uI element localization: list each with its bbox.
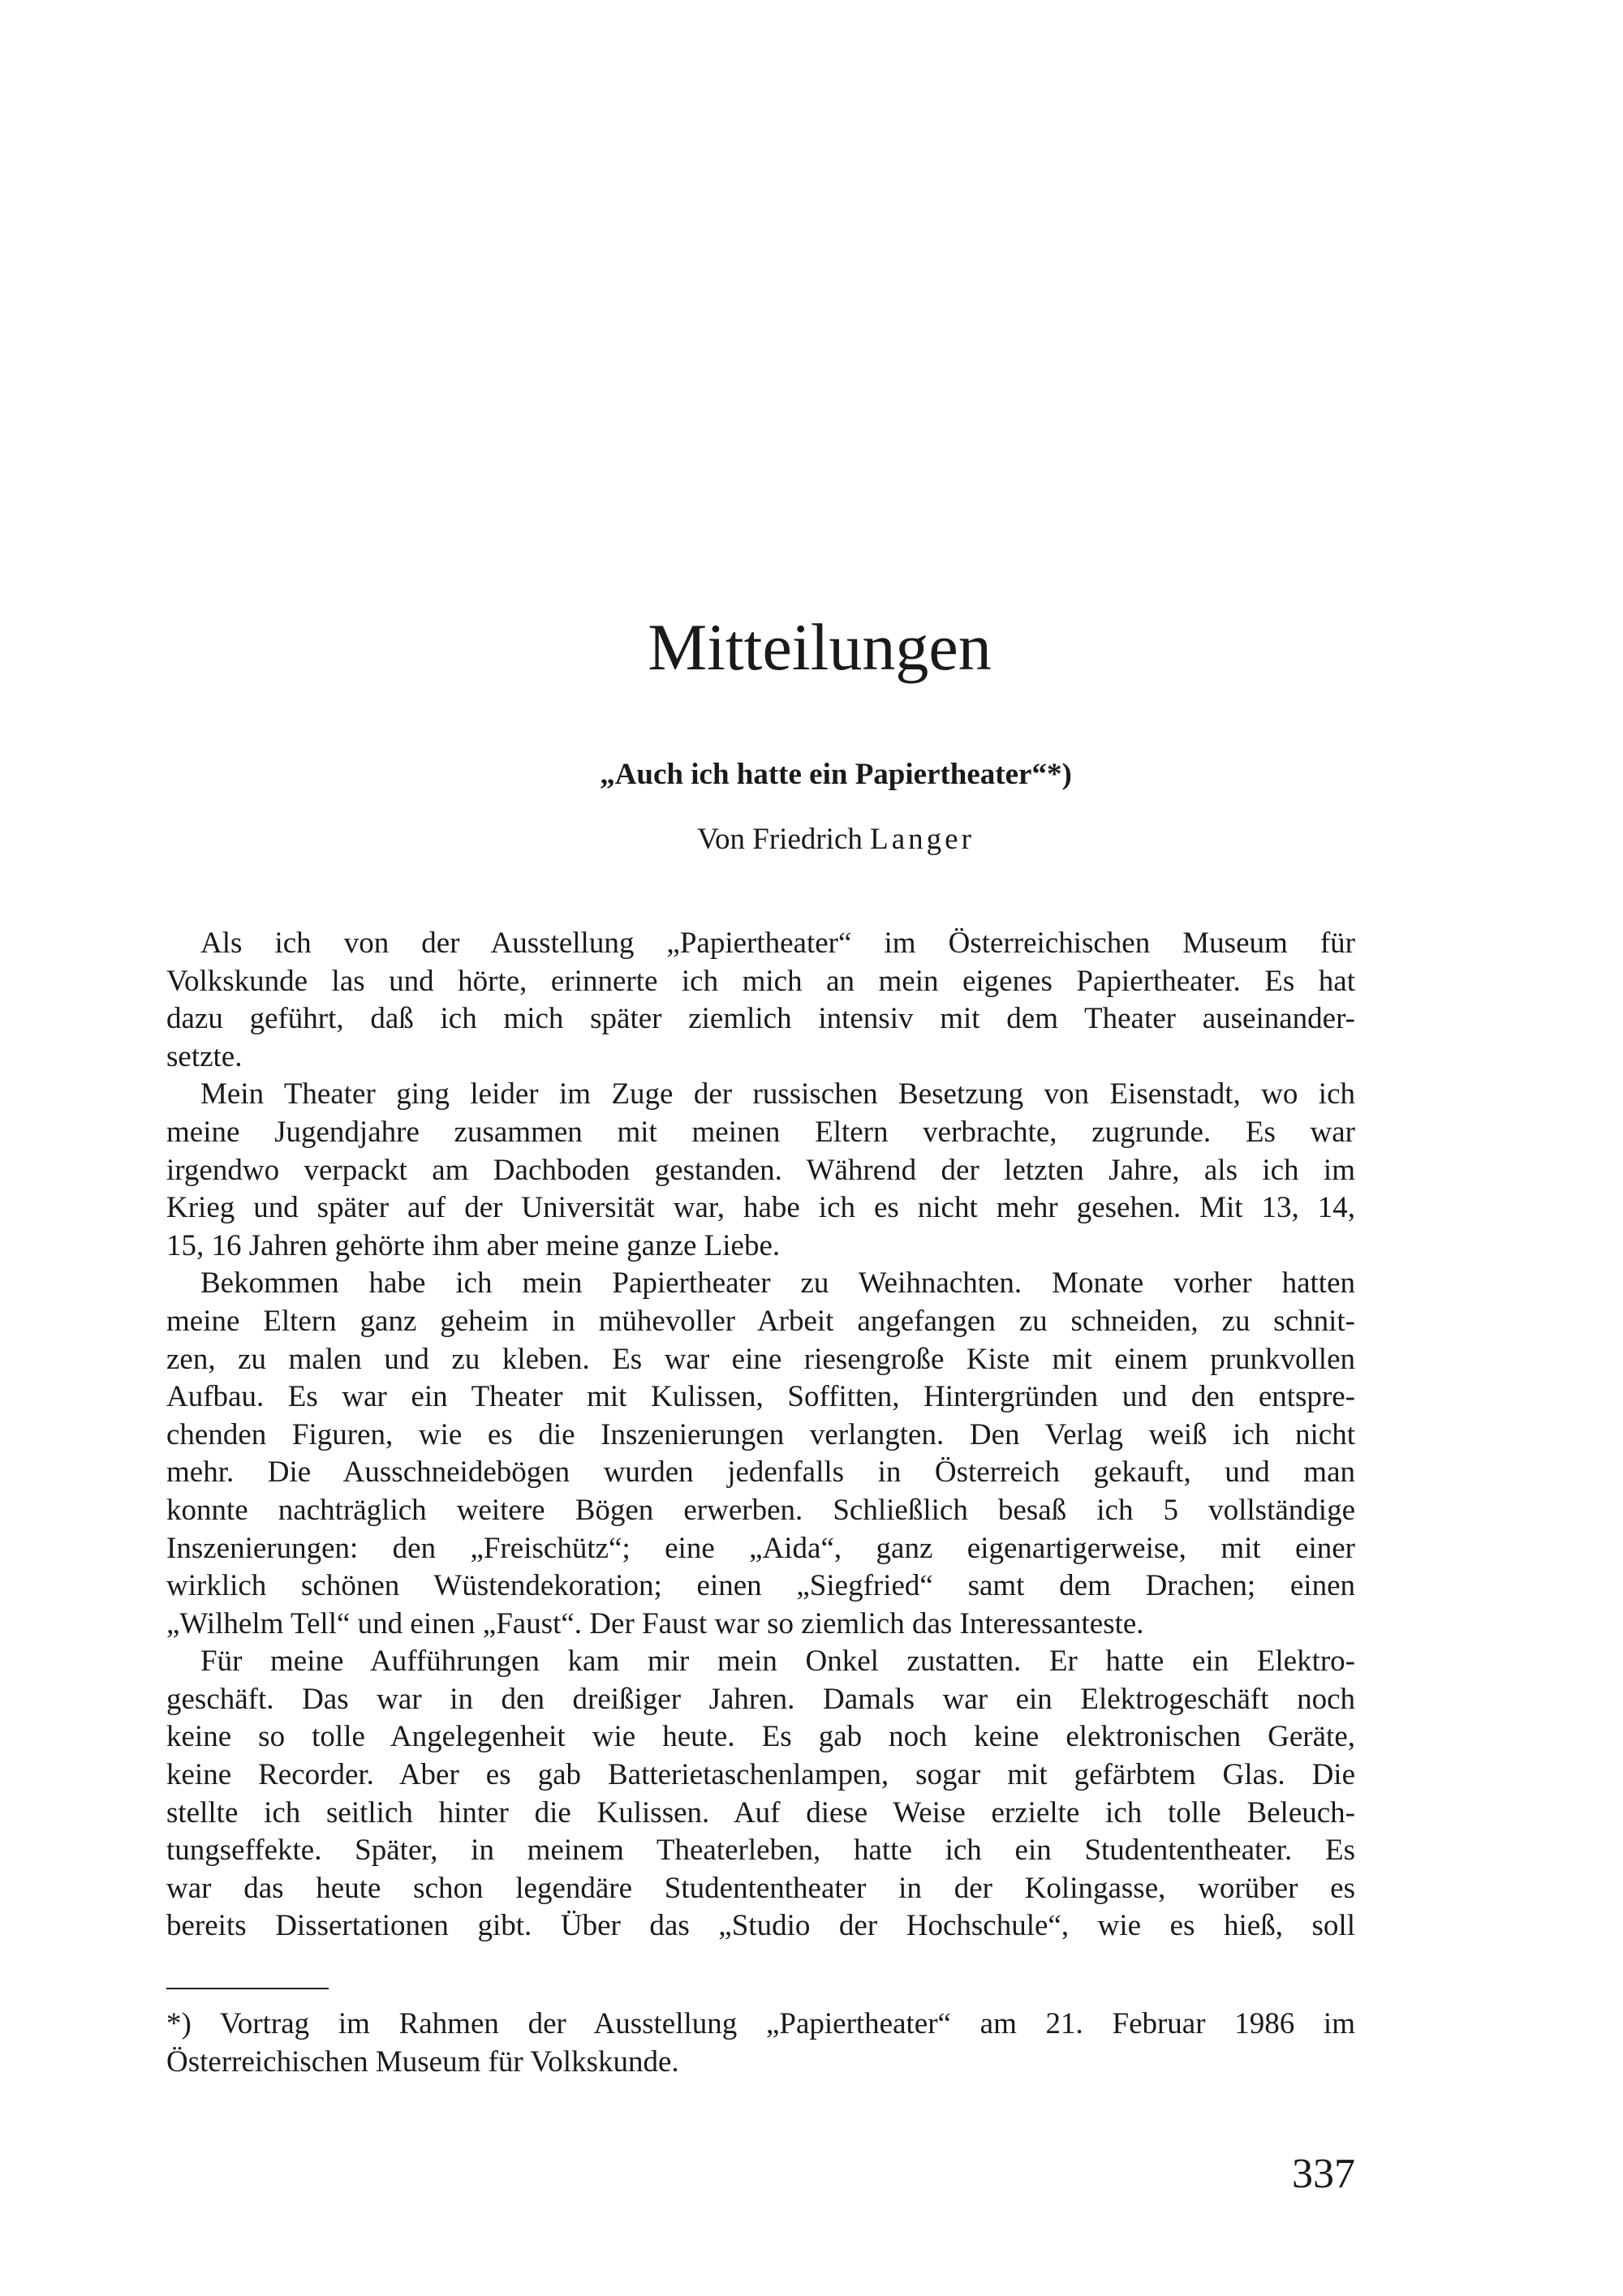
footnote-line: Österreichischen Museum für Volkskunde.: [166, 2044, 679, 2079]
footnote: [166, 2006, 1355, 2081]
text-line: Bekommen habe ich mein Papiertheater zu Weihnachten. Monate vorher hatten: [200, 1266, 1355, 1301]
paragraph: [166, 925, 1355, 1076]
text-line: meine Eltern ganz geheim in mühevoller Arbeit angefangen zu schneiden, zu schnit-: [166, 1304, 1355, 1338]
text-line: tungseffekte. Später, in meinem Theaterleben, hatte ich ein Studententheater. Es: [166, 1834, 1355, 1868]
text-line: setzte.: [166, 1039, 243, 1073]
text-line: geschäft. Das war in den dreißiger Jahren. Damals war ein Elektrogeschäft noch: [166, 1682, 1355, 1716]
text-line: bereits Dissertationen gibt. Über das „Studio der Hochschule“, wie es hieß, soll: [166, 1909, 1355, 1943]
author-surname: Langer: [870, 823, 975, 856]
page-number: 337: [1292, 2151, 1355, 2197]
text-line: konnte nachträglich weitere Bögen erwerben. Schließlich besaß ich 5 vollständige: [166, 1493, 1355, 1527]
text-line: stellte ich seitlich hinter die Kulissen. Auf diese Weise erzielte ich tolle Beleuch-: [166, 1795, 1355, 1829]
text-line: keine so tolle Angelegenheit wie heute. Es gab noch keine elektronischen Geräte,: [166, 1720, 1355, 1754]
footnote-line: *) Vortrag im Rahmen der Ausstellung „Papiertheater“ am 21. Februar 1986 im: [166, 2007, 1355, 2040]
text-line: Für meine Aufführungen kam mir mein Onkel zustatten. Er hatte ein Elektro-: [200, 1645, 1355, 1679]
text-line: Aufbau. Es war ein Theater mit Kulissen, Soffitten, Hintergründen und den entspre-: [166, 1380, 1355, 1414]
paragraph: [166, 1076, 1355, 1265]
text-line: Volkskunde las und hörte, erinnerte ich mich an mein eigenes Papiertheater. Es hat: [166, 964, 1355, 998]
text-line: zen, zu malen und zu kleben. Es war eine riesengroße Kiste mit einem prunkvollen: [166, 1342, 1355, 1376]
text-line: war das heute schon legendäre Studententheater in der Kolingasse, worüber es: [166, 1871, 1355, 1905]
paragraph: [166, 1265, 1355, 1643]
article-title: „Auch ich hatte ein Papiertheater“*): [600, 758, 1072, 791]
text-line: mehr. Die Ausschneidebögen wurden jedenfalls in Österreich gekauft, und man: [166, 1455, 1355, 1490]
section-title: Mitteilungen: [648, 610, 992, 684]
text-line: keine Recorder. Aber es gab Batterietaschenlampen, sogar mit gefärbtem Glas. Die: [166, 1758, 1355, 1792]
text-line: Mein Theater ging leider im Zuge der russischen Besetzung von Eisenstadt, wo ich: [200, 1077, 1355, 1111]
paragraph: [166, 1643, 1355, 1946]
text-line: irgendwo verpackt am Dachboden gestanden. Während der letzten Jahre, als ich im: [166, 1153, 1355, 1187]
article-body: [166, 925, 1355, 1946]
text-line: dazu geführt, daß ich mich später ziemlich intensiv mit dem Theater auseinander-: [166, 1002, 1355, 1036]
footnote-divider: [166, 1988, 329, 1989]
text-line: Als ich von der Ausstellung „Papiertheater“ im Österreichischen Museum für: [200, 927, 1355, 960]
text-line: „Wilhelm Tell“ und einen „Faust“. Der Faust war so ziemlich das Interessanteste.: [166, 1606, 1144, 1640]
text-line: meine Jugendjahre zusammen mit meinen Eltern verbrachte, zugrunde. Es war: [166, 1115, 1355, 1149]
text-line: Krieg und später auf der Universität war, habe ich es nicht mehr gesehen. Mit 13, 14,: [166, 1191, 1355, 1225]
text-line: Inszenierungen: den „Freischütz“; eine „Aida“, ganz eigenartigerweise, mit einer: [166, 1531, 1355, 1565]
author-prefix: Von Friedrich: [697, 823, 863, 856]
text-line: 15, 16 Jahren gehörte ihm aber meine ganze Liebe.: [166, 1228, 781, 1262]
text-line: wirklich schönen Wüstendekoration; einen „Siegfried“ samt dem Drachen; einen: [166, 1569, 1355, 1603]
article-author: [24, 821, 1623, 858]
text-line: chenden Figuren, wie es die Inszenierungen verlangten. Den Verlag weiß ich nicht: [166, 1417, 1355, 1451]
